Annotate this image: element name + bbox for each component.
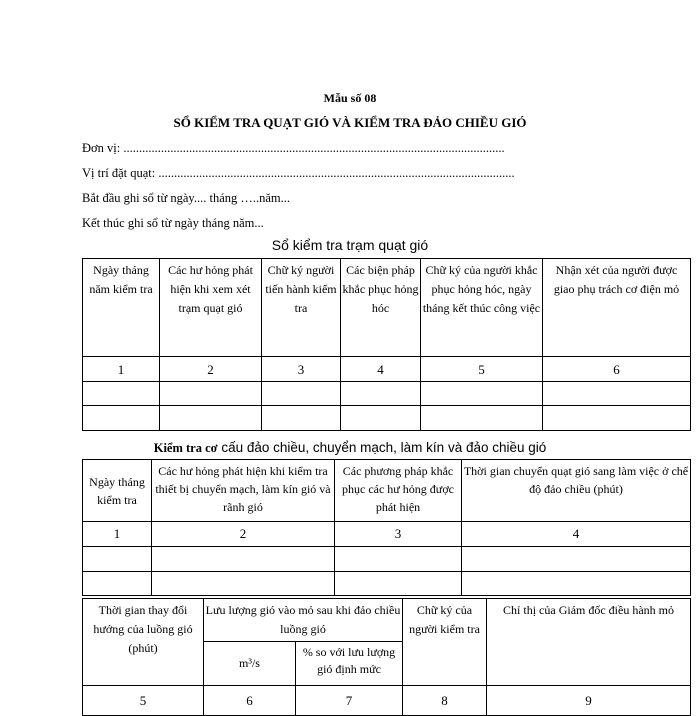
start-date-field: Bắt đầu ghi sổ từ ngày.... tháng …..năm... bbox=[82, 191, 291, 205]
column-number: 3 bbox=[262, 357, 341, 382]
header-percent-rated-airflow: % so với lưu lượng gió định mức bbox=[296, 642, 403, 686]
column-number: 1 bbox=[83, 357, 160, 382]
column-number: 8 bbox=[403, 686, 487, 716]
column-number: 4 bbox=[462, 522, 691, 547]
form-number: Mẫu số 08 bbox=[323, 91, 377, 105]
empty-cell[interactable] bbox=[341, 406, 421, 431]
header-inspector-signature: Chữ ký của người kiểm tra bbox=[403, 599, 487, 686]
section1-title: Sổ kiểm tra trạm quạt gió bbox=[271, 237, 429, 253]
empty-cell[interactable] bbox=[335, 572, 462, 596]
empty-cell[interactable] bbox=[543, 406, 691, 431]
section2-title-bold: Kiểm tra cơ bbox=[153, 441, 218, 455]
column-number: 1 bbox=[83, 522, 152, 547]
empty-cell[interactable] bbox=[83, 547, 152, 572]
column-number: 2 bbox=[160, 357, 262, 382]
unit-field: Đơn vị: .......................................................................................................................... bbox=[82, 141, 505, 155]
column-number: 5 bbox=[421, 357, 543, 382]
header-reversal-time: Thời gian chuyển quạt gió sang làm việc ở chế độ đảo chiều (phút) bbox=[462, 460, 691, 522]
header-director-instructions: Chỉ thị của Giám đốc điều hành mỏ bbox=[487, 599, 691, 686]
header-airflow-after-reversal: Lưu lượng gió vào mỏ sau khi đảo chiều luồng gió bbox=[204, 599, 403, 642]
empty-cell[interactable] bbox=[83, 572, 152, 596]
header-repair-measures: Các biện pháp khắc phục hỏng hóc bbox=[341, 259, 421, 357]
fan-location-field: Vị trí đặt quạt: .................................................................................................................. bbox=[82, 166, 515, 180]
airflow-reversal-table bbox=[82, 598, 691, 716]
empty-cell[interactable] bbox=[335, 547, 462, 572]
empty-cell[interactable] bbox=[421, 406, 543, 431]
empty-cell[interactable] bbox=[160, 382, 262, 406]
empty-cell[interactable] bbox=[462, 572, 691, 596]
fan-station-inspection-table bbox=[82, 258, 691, 431]
empty-cell[interactable] bbox=[421, 382, 543, 406]
header-inspection-date: Ngày tháng năm kiểm tra bbox=[83, 259, 160, 357]
header-repairer-signature: Chữ ký của người khắc phục hỏng hóc, ngày tháng kết thúc công việc bbox=[421, 259, 543, 357]
end-date-field: Kết thúc ghi sổ từ ngày tháng năm... bbox=[82, 216, 264, 230]
header-damages-found: Các hư hỏng phát hiện khi xem xét trạm quạt gió bbox=[160, 259, 262, 357]
header-check-date: Ngày tháng kiểm tra bbox=[83, 460, 152, 522]
header-unit-m3s: m³/s bbox=[204, 642, 296, 686]
empty-cell[interactable] bbox=[152, 572, 335, 596]
column-number: 6 bbox=[543, 357, 691, 382]
empty-cell[interactable] bbox=[160, 406, 262, 431]
section2-title bbox=[0, 440, 700, 456]
column-number: 7 bbox=[296, 686, 403, 716]
empty-cell[interactable] bbox=[341, 382, 421, 406]
header-switch-damages: Các hư hỏng phát hiện khi kiểm tra thiết bị chuyển mạch, làm kín gió và rãnh gió bbox=[152, 460, 335, 522]
table-row bbox=[83, 406, 691, 431]
empty-cell[interactable] bbox=[262, 406, 341, 431]
empty-cell[interactable] bbox=[543, 382, 691, 406]
header-mechanical-comments: Nhận xét của người được giao phụ trách cơ điện mỏ bbox=[543, 259, 691, 357]
reversing-mechanism-table bbox=[82, 459, 691, 596]
header-repair-methods: Các phương pháp khắc phục các hư hỏng được phát hiện bbox=[335, 460, 462, 522]
section2-title-rest: cấu đảo chiều, chuyển mạch, làm kín và đảo chiều gió bbox=[217, 440, 547, 455]
column-number: 4 bbox=[341, 357, 421, 382]
table-row bbox=[83, 382, 691, 406]
header-direction-change-time: Thời gian thay đổi hướng của luồng gió (phút) bbox=[83, 599, 204, 686]
column-number: 5 bbox=[83, 686, 204, 716]
header-inspector-signature: Chữ ký người tiến hành kiểm tra bbox=[262, 259, 341, 357]
empty-cell[interactable] bbox=[462, 547, 691, 572]
column-number: 2 bbox=[152, 522, 335, 547]
table-row bbox=[83, 547, 691, 572]
empty-cell[interactable] bbox=[262, 382, 341, 406]
empty-cell[interactable] bbox=[152, 547, 335, 572]
column-number: 6 bbox=[204, 686, 296, 716]
empty-cell[interactable] bbox=[83, 382, 160, 406]
document-title: SỔ KIỂM TRA QUẠT GIÓ VÀ KIỂM TRA ĐẢO CHIỀU GIÓ bbox=[173, 115, 527, 130]
column-number: 9 bbox=[487, 686, 691, 716]
table-row bbox=[83, 572, 691, 596]
column-number: 3 bbox=[335, 522, 462, 547]
empty-cell[interactable] bbox=[83, 406, 160, 431]
